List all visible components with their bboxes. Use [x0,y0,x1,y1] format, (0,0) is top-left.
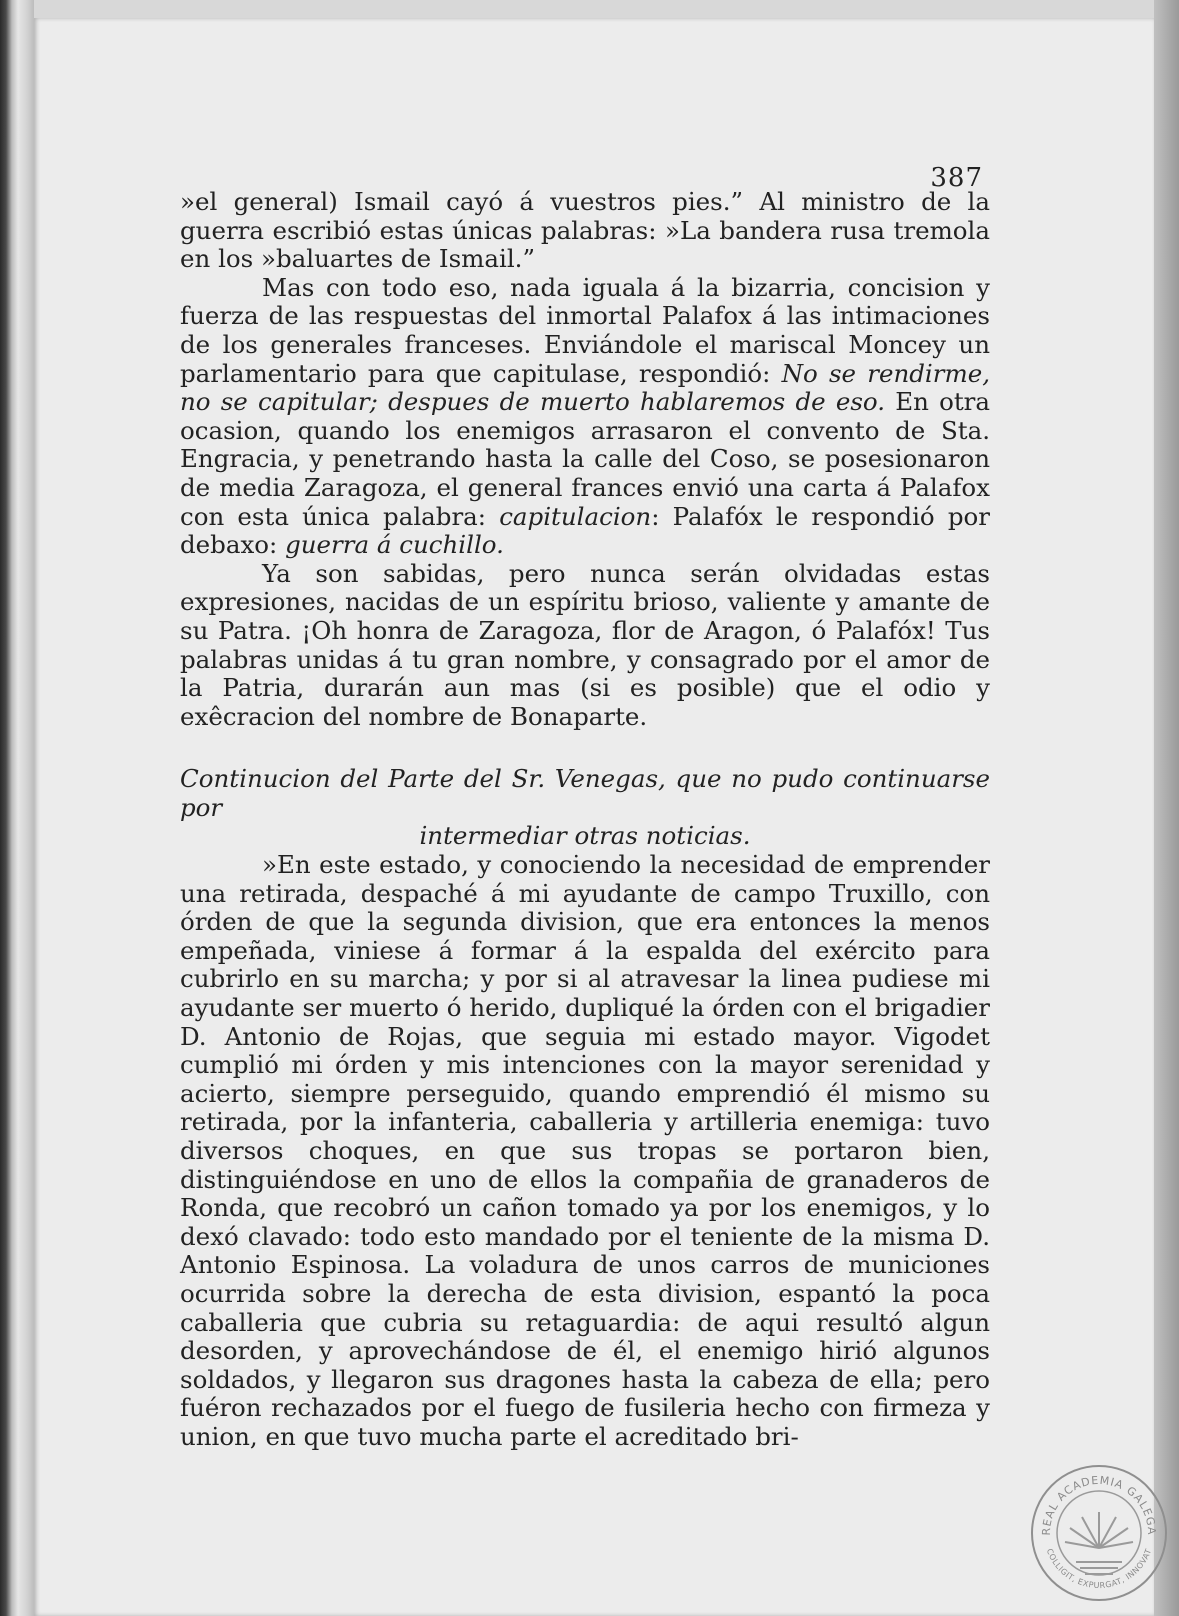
quote-no-se-rendirme: No se rendirme, no se capitular; despues de muerto hablaremos de eso. [180,358,990,417]
book-gutter [0,0,34,1616]
paragraph-palafox-part-e: : Palafóx le respondió por debaxo: [180,501,990,560]
page-body [180,188,990,1452]
stamp-text-bottom: COLLIGIT, EXPURGAT, INNOVAT [1044,1547,1154,1591]
quote-guerra-a-cuchillo: guerra á cuchillo. [285,530,504,560]
paragraph-palafox-part-a: Mas con todo eso, nada iguala á la bizarria, concision y fuerza de las respuestas del inmortal Palafox á las intimaciones de los generales franceses. Enviándole el mariscal Moncey un parlamentario para que capitulase, respondió: [180,272,990,388]
stamp-text-top: REAL ACADEMIA GALEGA [1039,1473,1159,1536]
section-heading-line-1: Continucion del Parte del Sr. Venegas, que no pudo continuarse por [180,764,990,822]
quote-capitulacion: capitulacion [499,501,652,531]
paragraph-venegas-report: »En este estado, y conociendo la necesidad de emprender una retirada, despaché á mi ayudante de campo Truxillo, con órden de que la segunda division, que era entonces la menos empeñada, viniese á formar á la espalda del exército para cubrirlo en su marcha; y por si al atravesar la linea pudiese mi ayudante ser muerto ó herido, dupliqué la órden con el brigadier D. Antonio de Rojas, que seguia mi estado mayor. Vigodet cumplió mi órden y mis intenciones con la mayor serenidad y acierto, siempre perseguido, quando emprendió él mismo su retirada, por la infanteria, caballeria y artilleria enemiga: tuvo diversos choques, en que sus tropas se portaron bien, distinguiéndose en uno de ellos la compañia de granaderos de Ronda, que recobró un cañon tomado ya por los enemigos, y lo dexó clavado: todo esto mandado por el teniente de la misma D. Antonio Espinosa. La voladura de unos carros de municiones ocurrida sobre la derecha de esta division, espantó la poca caballeria que cubria su retaguardia: de aqui resultó algun desorden, y aprovechándose de él, el enemigo hirió algunos soldados, y llegaron sus dragones hasta la cabeza de ella; pero fuéron rechazados por el fuego de fusileria hecho con firmeza y union, en que tuvo mucha parte el acreditado bri- [180,850,990,1451]
paragraph-expresiones: Ya son sabidas, pero nunca serán olvidadas estas expresiones, nacidas de un espíritu brioso, valiente y amante de su Patra. ¡Oh honra de Zaragoza, flor de Aragon, ó Palafóx! Tus palabras unidas á tu gran nombre, y consagrado por el amor de la Patria, durarán aun mas (si es posible) que el odio y exêcracion del nombre de Bonaparte. [180,558,990,731]
section-spacer [180,731,990,765]
library-stamp [1028,1462,1170,1604]
page-edge [1154,0,1179,1616]
paragraph-palafox [180,274,990,560]
page-number: 387 [930,163,983,193]
paragraph-quote-ismail: »el general) Ismail cayó á vuestros pies.” Al ministro de la guerra escribió estas únicas palabras: »La bandera rusa tremola en los »baluartes de Ismail.” [180,187,990,274]
section-heading-line-2: intermediar otras noticias. [419,821,751,851]
stamp-sunburst-icon [1065,1512,1133,1574]
paragraph-palafox-part-c: En otra ocasion, quando los enemigos arrasaron el convento de Sta. Engracia, y penetrando hasta la calle del Coso, se posesionaron de media Zaragoza, el general frances envió una carta á Palafox con esta única palabra: [180,387,990,531]
